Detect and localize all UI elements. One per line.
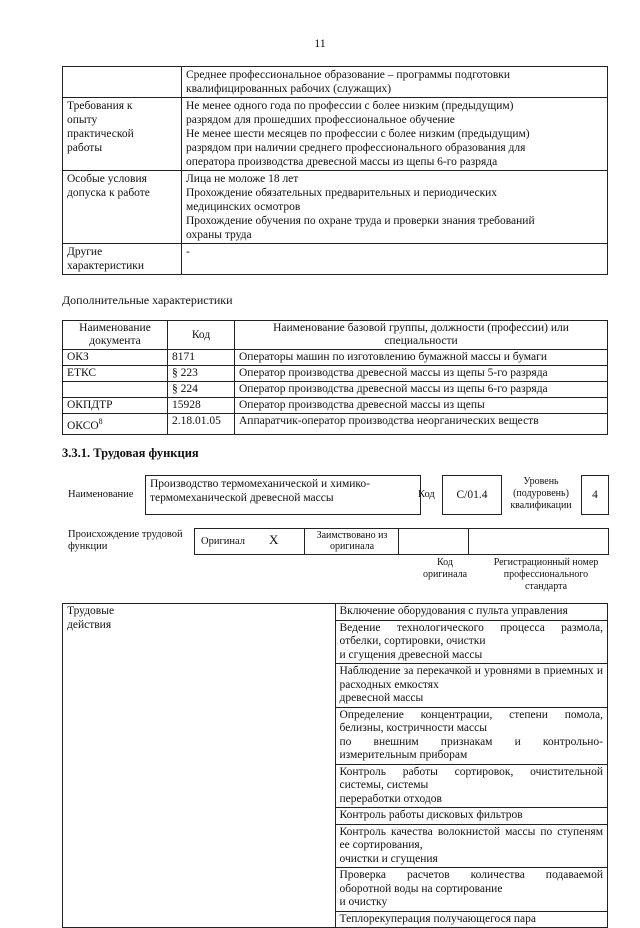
name-label: Наименование bbox=[68, 489, 134, 500]
labor-action-item: Определение концентрации, степени помола, белизны, костричности массы по внешним признакам и контрольно-измерительным приборам bbox=[335, 707, 608, 764]
function-name-line: термомеханической древесной массы bbox=[150, 492, 334, 504]
additional-row bbox=[63, 382, 608, 398]
qualification-label: Другие характеристики bbox=[63, 244, 182, 275]
document-cell: ЕТКС bbox=[63, 366, 168, 382]
header-document: Наименование документа bbox=[63, 321, 168, 350]
level-label: Уровень (подуровень) квалификации bbox=[510, 476, 572, 511]
qualification-value: Не менее одного года по профессии с более низким (предыдущим) разрядом для прошедших профессиональное обучение Не менее шести месяцев по профессии с более низким (предыдущим) разрядом при наличии среднего профессионального образования для оператора производства древесной массы из щепы 6-го разряда bbox=[182, 98, 608, 171]
code-label: Код bbox=[418, 489, 435, 500]
qualification-value: Среднее профессиональное образование – программы подготовки квалифицированных рабочих (служащих) bbox=[182, 67, 608, 98]
original-label: Оригинал bbox=[201, 536, 245, 547]
qualification-value: - bbox=[182, 244, 608, 275]
code-cell: 8171 bbox=[168, 350, 235, 366]
qualification-label: Особые условия допуска к работе bbox=[63, 171, 182, 244]
additional-characteristics-table bbox=[62, 320, 608, 435]
header-name: Наименование базовой группы, должности (профессии) или специальности bbox=[235, 321, 608, 350]
code-original-label: Код оригинала bbox=[422, 557, 468, 580]
labor-action-item: Контроль работы сортировок, очистительной системы, системы переработки отходов bbox=[335, 764, 608, 808]
header-code: Код bbox=[168, 321, 235, 350]
labor-action-item: Контроль качества волокнистой массы по ступеням ее сортирования, очистки и сгущения bbox=[335, 824, 608, 868]
occupation-name-cell: Оператор производства древесной массы из щепы 6-го разряда bbox=[235, 382, 608, 398]
labor-action-item: Включение оборудования с пульта управления bbox=[335, 604, 608, 621]
function-name-line: Производство термомеханической и химико- bbox=[150, 478, 370, 490]
origin-box bbox=[194, 528, 609, 555]
reg-number-label: Регистрационный номер профессионального стандарта bbox=[493, 557, 599, 592]
occupation-name-cell: Аппаратчик-оператор производства неорганических веществ bbox=[235, 414, 608, 435]
qualification-row bbox=[63, 171, 608, 244]
qualification-label: Требования к опыту практической работы bbox=[63, 98, 182, 171]
labor-action-item: Теплорекуперация получающегося пара bbox=[335, 911, 608, 928]
labor-action-item: Проверка расчетов количества подаваемой оборотной воды на сортирование и очистку bbox=[335, 868, 608, 912]
additional-characteristics-title: Дополнительные характеристики bbox=[62, 293, 233, 307]
qualification-table bbox=[62, 66, 608, 275]
qualification-row bbox=[63, 67, 608, 98]
labor-action-row bbox=[63, 604, 608, 621]
code-cell: 2.18.01.05 bbox=[168, 414, 235, 435]
document-cell: ОКСО$^8$ bbox=[63, 414, 168, 435]
qualification-row bbox=[63, 244, 608, 275]
borrowed-label: Заимствовано из оригинала bbox=[316, 530, 388, 552]
code-cell: § 223 bbox=[168, 366, 235, 382]
labor-actions-label: Трудовые действия bbox=[63, 604, 336, 928]
code-cell: § 224 bbox=[168, 382, 235, 398]
origin-label: Происхождение трудовой функции bbox=[68, 529, 183, 552]
labor-actions-table bbox=[62, 603, 608, 928]
additional-row bbox=[63, 350, 608, 366]
document-cell: ОКПДТР bbox=[63, 398, 168, 414]
document-cell: ОКЗ bbox=[63, 350, 168, 366]
page-number: 11 bbox=[314, 36, 326, 50]
code-cell: 15928 bbox=[168, 398, 235, 414]
occupation-name-cell: Оператор производства древесной массы из щепы bbox=[235, 398, 608, 414]
function-name-box bbox=[145, 475, 421, 515]
level-value-box: 4 bbox=[581, 475, 609, 515]
labor-action-item: Контроль работы дисковых фильтров bbox=[335, 808, 608, 825]
additional-row bbox=[63, 414, 608, 435]
additional-row bbox=[63, 366, 608, 382]
section-title: 3.3.1. Трудовая функция bbox=[62, 446, 199, 460]
document-cell bbox=[63, 382, 168, 398]
qualification-value: Лица не моложе 18 лет Прохождение обязательных предварительных и периодических медицинских осмотров Прохождение обучения по охране труда и проверки знания требований охраны труда bbox=[182, 171, 608, 244]
original-mark: X bbox=[269, 532, 279, 547]
additional-row bbox=[63, 398, 608, 414]
qualification-row bbox=[63, 98, 608, 171]
labor-action-item: Наблюдение за перекачкой и уровнями в приемных и расходных емкостях древесной массы bbox=[335, 664, 608, 708]
occupation-name-cell: Оператор производства древесной массы из щепы 5-го разряда bbox=[235, 366, 608, 382]
code-value-box: C/01.4 bbox=[442, 475, 502, 515]
occupation-name-cell: Операторы машин по изготовлению бумажной массы и бумаги bbox=[235, 350, 608, 366]
qualification-label bbox=[63, 67, 182, 98]
labor-action-item: Ведение технологического процесса размола, отбелки, сортировки, очистки и сгущения древесной массы bbox=[335, 620, 608, 664]
